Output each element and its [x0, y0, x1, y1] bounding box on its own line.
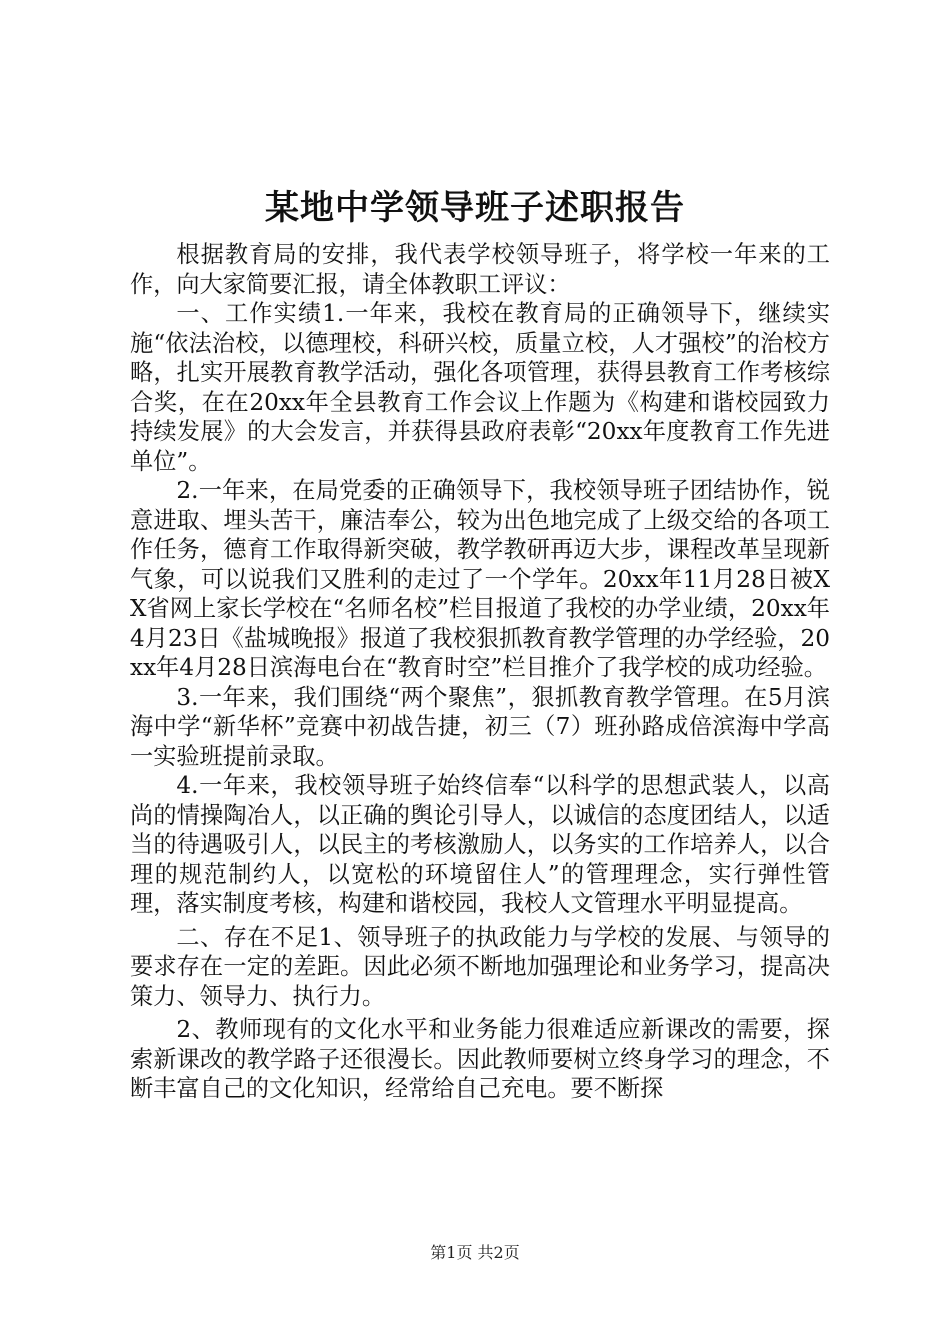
document-body	[130, 240, 830, 1104]
paragraph-shortcomings-2: 2、教师现有的文化水平和业务能力很难适应新课改的需要，探索新课改的教学路子还很漫长。因此教师要树立终身学习的理念，不断丰富自己的文化知识，经常给自己充电。要不断探	[130, 1016, 830, 1102]
paragraph-shortcomings-1: 二、存在不足1、领导班子的执政能力与学校的发展、与领导的要求存在一定的差距。因此必须不断地加强理论和业务学习，提高决策力、领导力、执行力。	[130, 923, 830, 1010]
page-number-footer: 第1页 共2页	[430, 1243, 520, 1262]
paragraph-achievements-4: 4.一年来，我校领导班子始终信奉“以科学的思想武装人，以高尚的情操陶冶人，以正确的舆论引导人，以诚信的态度团结人，以适当的待遇吸引人，以民主的考核激励人，以务实的工作培养人，以合理的规范制约人，以宽松的环境留住人”的管理理念，实行弹性管理，落实制度考核，构建和谐校园，我校人文管理水平明显提高。	[130, 772, 830, 917]
paragraph-intro: 根据教育局的安排，我代表学校领导班子，将学校一年来的工作，向大家简要汇报，请全体教职工评议：	[130, 241, 830, 298]
document-title: 某地中学领导班子述职报告	[265, 188, 685, 228]
paragraph-achievements-1: 一、工作实绩1.一年来，我校在教育局的正确领导下，继续实施“依法治校，以德理校，科研兴校，质量立校，人才强校”的治校方略，扎实开展教育教学活动，强化各项管理，获得县教育工作考核综合奖，在在20xx年全县教育工作会议上作题为《构建和谐校园致力持续发展》的大会发言，并获得县政府表彰“20xx年度教育工作先进单位”。	[130, 300, 830, 475]
paragraph-achievements-3: 3.一年来，我们围绕“两个聚焦”，狠抓教育教学管理。在5月滨海中学“新华杯”竞赛中初战告捷，初三（7）班孙路成倍滨海中学高一实验班提前录取。	[130, 683, 830, 770]
paragraph-achievements-2: 2.一年来，在局党委的正确领导下，我校领导班子团结协作，锐意进取、埋头苦干，廉洁奉公，较为出色地完成了上级交给的各项工作任务，德育工作取得新突破，教学教研再迈大步，课程改革呈现新气象，可以说我们又胜利的走过了一个学年。20xx年11月28日被XX省网上家长学校在“名师名校”栏目报道了我校的办学业绩，20xx年4月23日《盐城晚报》报道了我校狠抓教育教学管理的办学经验，20xx年4月28日滨海电台在“教育时空”栏目推介了我学校的成功经验。	[130, 477, 830, 681]
